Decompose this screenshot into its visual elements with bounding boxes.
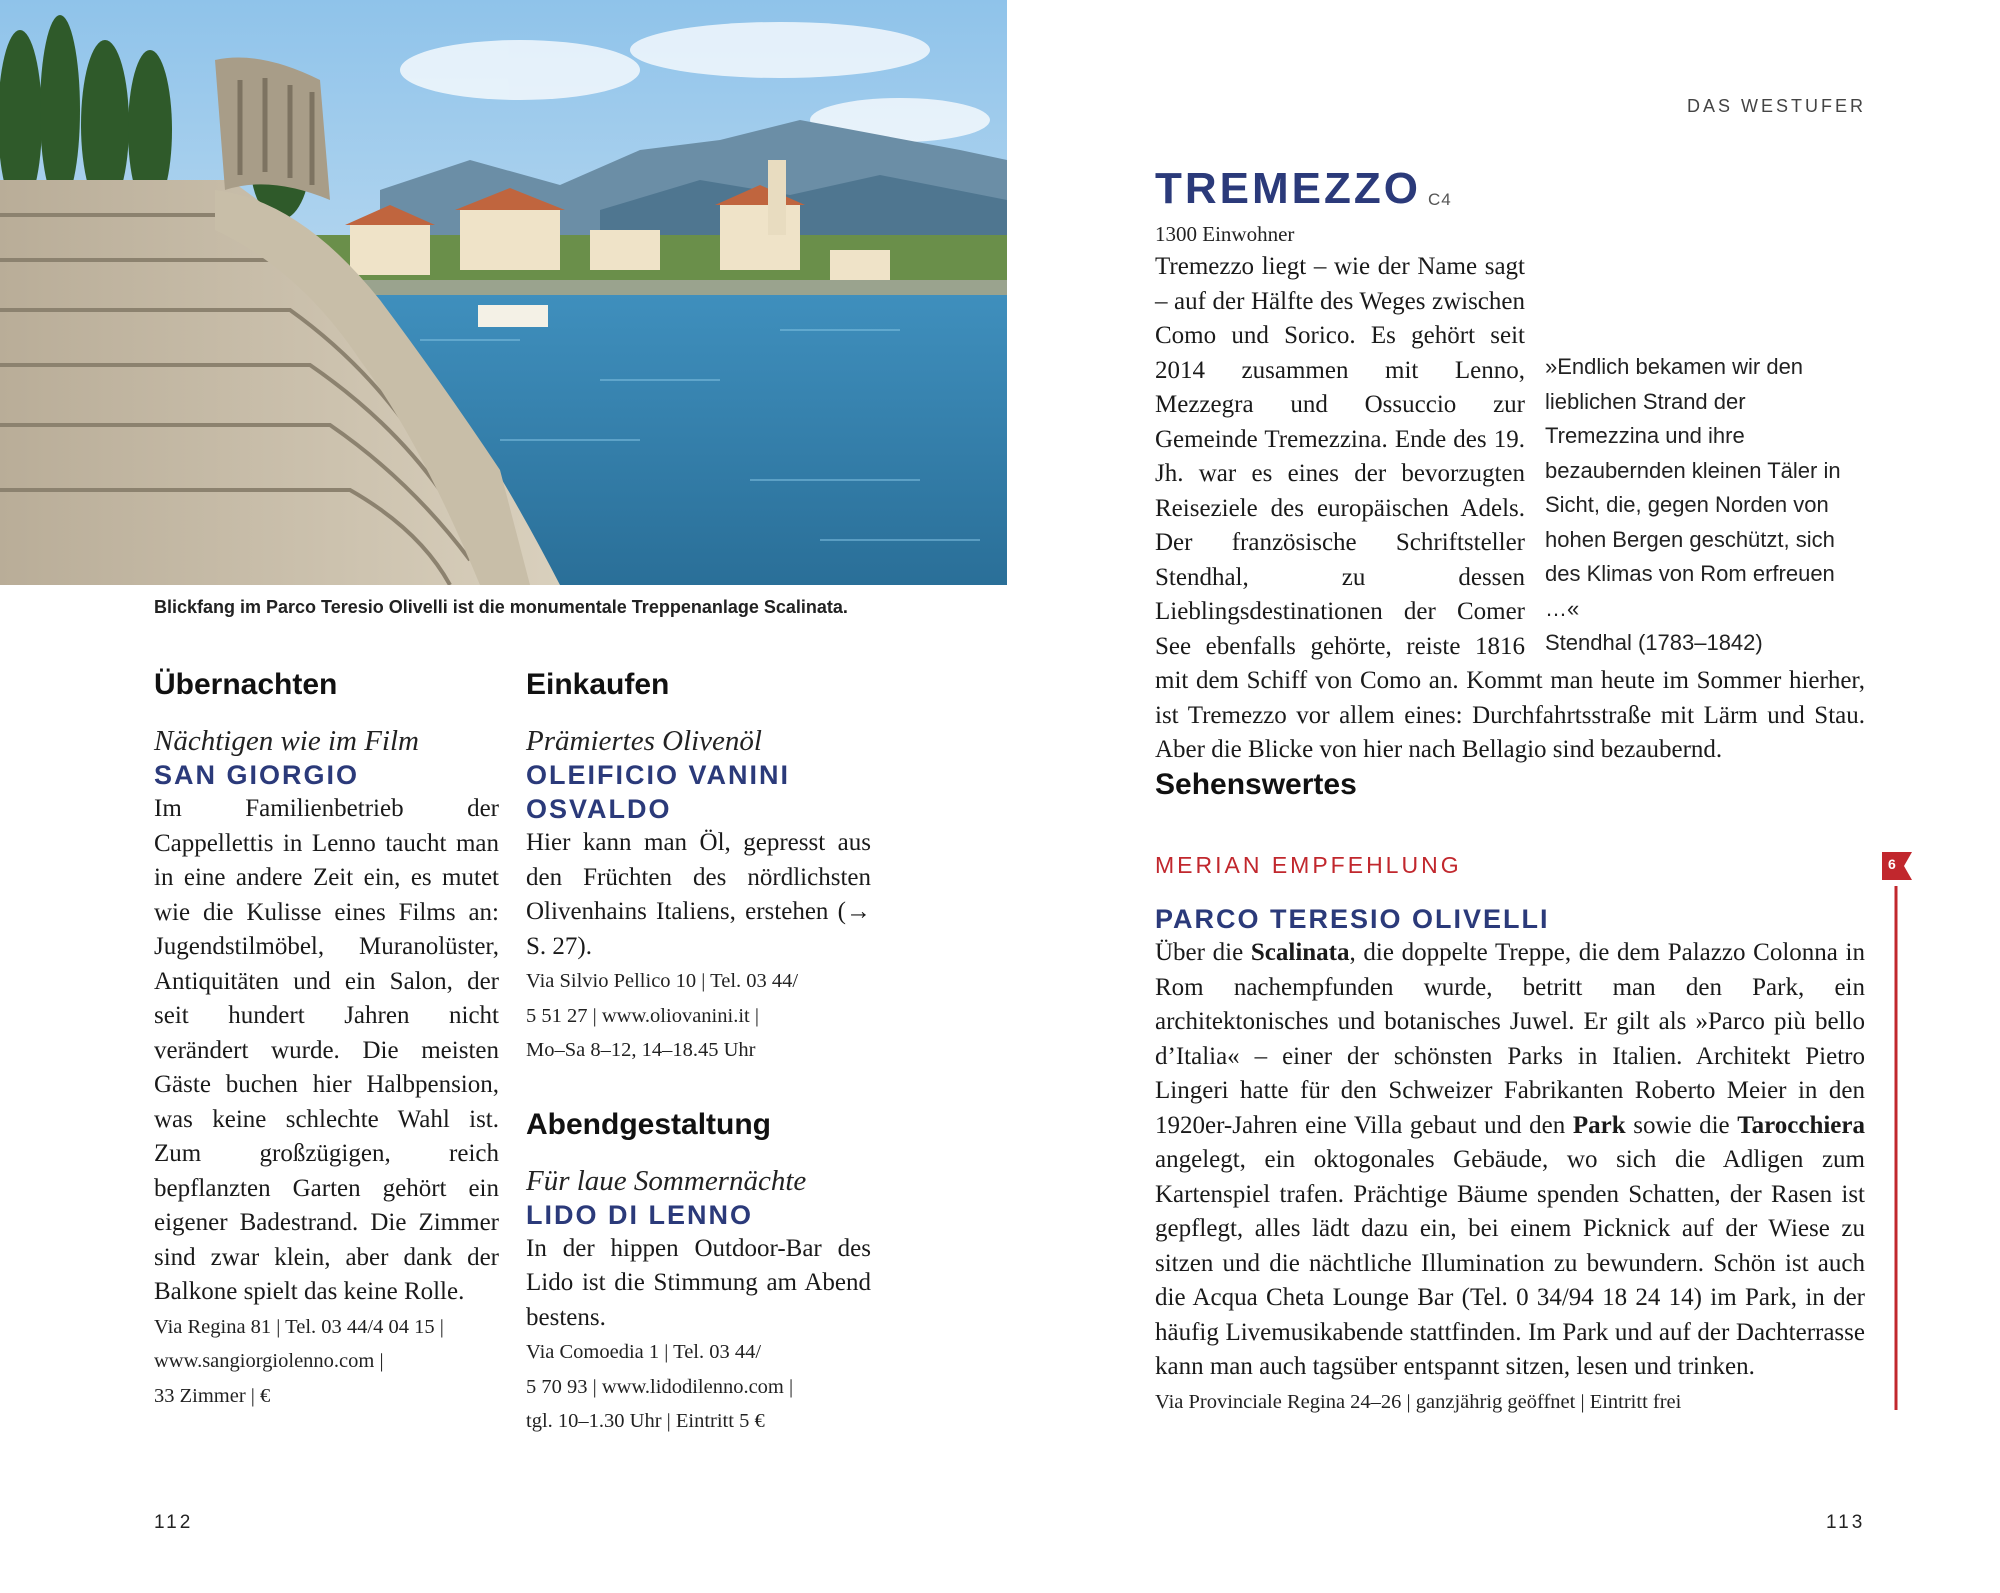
venue-name-oleificio-vanini-line2: OSVALDO	[526, 794, 672, 824]
entry-info	[526, 964, 871, 1068]
lake-como-staircase-image	[0, 0, 1007, 585]
venue-name-parco-teresio-olivelli: PARCO TERESIO OLIVELLI	[1155, 904, 1550, 934]
entry-description: Hier kann man Öl, gepresst aus den Früchten des nördlichsten Olivenhains Italiens, erstehen (→ S. 27).	[526, 829, 871, 960]
column-einkaufen	[526, 668, 871, 1439]
info-line: Via Silvio Pellico 10 | Tel. 03 44/	[526, 970, 799, 992]
quote-author: Stendhal (1783–1842)	[1545, 630, 1763, 655]
intro-text-block	[1155, 250, 1865, 768]
entry-tagline: Prämiertes Olivenöl	[526, 725, 762, 757]
entry-info	[526, 1335, 871, 1439]
entry-info	[154, 1310, 499, 1414]
section-heading-sehenswertes: Sehenswertes	[1155, 768, 1357, 801]
park-highlight-tarocchiera: Tarocchiera	[1737, 1111, 1865, 1139]
park-text: angelegt, ein oktogonales Gebäude, wo sich die Adligen zum Kartenspiel trafen. Prächtige Bäume spenden Schatten, der Rasen ist gepflegt, alles lädt dazu ein, bei einem Picknick auf der Wiese zu sitzen und die nächtliche Illumination zu bewundern. Schön ist auch die Acqua Cheta Lounge Bar (Tel. 0 34/94 18 24 14) im Park, in der häufig Livemusikabende stattfinden. Im Park und auf der Dachterrasse kann man auch tagsüber entspannt sitzen, lesen und trinken.	[1155, 1146, 1865, 1380]
info-line-website: 5 70 93 | www.lidodilenno.com |	[526, 1375, 794, 1398]
quote-text: »Endlich bekamen wir den lieblichen Strand der Tremezzina und ihre bezaubernden kleinen Täler in Sicht, die, gegen Norden von hohen Bergen geschützt, sich des Klimas von Rom erfreuen …«	[1545, 354, 1841, 621]
section-heading-abendgestaltung: Abendgestaltung	[526, 1107, 771, 1141]
intro-text: Tremezzo liegt – wie der Name sagt – auf der Hälfte des Weges zwischen Como und Sorico. Es gehört seit 2014 zusammen mit Lenno, Mezzegra und Ossuccio zur Gemeinde Tremezzina. Ende des 19. Jh. war es eines der bevorzugten Reiseziele des europäischen Adels. Der französische Schriftsteller Stendhal, zu dessen Lieblingsdestinationen der Comer See ebenfalls gehörte, reiste 1816 mit dem Schiff von Como an. Kommt man heute im Sommer hierher, ist Tremezzo vor allem eines: Durchfahrtsstraße mit Lärm und Stau. Aber die Blicke von hier nach Bellagio sind bezaubernd.	[1155, 253, 1865, 763]
park-highlight-scalinata: Scalinata	[1250, 939, 1350, 966]
park-info: Via Provinciale Regina 24–26 | ganzjährig geöffnet | Eintritt frei	[1155, 1390, 1682, 1413]
merian-recommendation-label: MERIAN EMPFEHLUNG	[1155, 852, 1462, 878]
park-entry	[1155, 902, 1865, 1419]
park-description	[1155, 936, 1865, 1385]
entry-tagline: Nächtigen wie im Film	[154, 725, 419, 757]
info-line: Via Comoedia 1 | Tel. 03 44/	[526, 1341, 762, 1363]
photo-caption: Blickfang im Parco Teresio Olivelli ist die monumentale Treppenanlage Scalinata.	[154, 597, 848, 617]
info-line: Mo–Sa 8–12, 14–18.45 Uhr	[526, 1039, 756, 1061]
park-text: Über die	[1155, 939, 1251, 966]
running-head: DAS WESTUFER	[1686, 96, 1866, 116]
info-line: tgl. 10–1.30 Uhr | Eintritt 5 €	[526, 1410, 765, 1432]
recommendation-flag	[1878, 850, 1914, 1410]
section-heading-einkaufen: Einkaufen	[526, 668, 670, 701]
place-title: TREMEZZO	[1155, 164, 1421, 213]
entry-description: Im Familienbetrieb der Cappellettis in Lenno taucht man in eine andere Zeit ein, es mutet wie die Kulisse eines Films an: Jugendstilmöbel, Muranolüster, Antiquitäten und ein Salon, der seit hundert Jahren nicht verändert wurde. Die meisten Gäste buchen hier Halbpension, was keine schlechte Wahl ist. Zum großzügigen, reich bepflanzten Garten gehört ein eigener Badestrand. Die Zimmer sind zwar klein, aber dank der Balkone spielt das keine Rolle.	[154, 795, 499, 1305]
venue-name-san-giorgio: SAN GIORGIO	[154, 760, 360, 790]
page-number-right: 113	[1826, 1512, 1866, 1533]
park-text: sowie die	[1625, 1111, 1738, 1139]
population: 1300 Einwohner	[1155, 222, 1295, 246]
venue-name-oleificio-vanini: OLEIFICIO VANINI	[526, 760, 791, 790]
entry-tagline: Für laue Sommernächte	[526, 1164, 807, 1197]
section-heading-uebernachten: Übernachten	[154, 668, 338, 701]
column-uebernachten	[154, 668, 499, 1413]
info-line: 33 Zimmer | €	[154, 1384, 271, 1407]
info-line-website: 5 51 27 | www.oliovanini.it |	[526, 1004, 759, 1027]
info-line-website: www.sangiorgiolenno.com |	[154, 1350, 384, 1372]
map-reference: C4	[1428, 190, 1452, 209]
recommendation-number: 6	[1888, 856, 1896, 872]
flag-icon	[1878, 850, 1914, 1410]
entry-description: In der hippen Outdoor-Bar des Lido ist die Stimmung am Abend bestens.	[526, 1234, 871, 1331]
page-number-left: 112	[154, 1512, 194, 1533]
park-text: , die doppelte Treppe, die dem Palazzo Colonna in Rom nachempfunden wurde, betritt man den Park, ein architektonisches und botanisches Juwel. Er gilt als »Parco più bello d’Italia« – einer der schönsten Parks in Italien. Architekt Pietro Lingeri hatte für den Schweizer Fabrikanten Roberto Meier in den 1920er-Jahren eine Villa gebaut und den	[1155, 939, 1865, 1139]
photo-scalinata	[0, 0, 1007, 585]
stendhal-quote	[1545, 250, 1865, 661]
info-line: Via Regina 81 | Tel. 03 44/4 04 15 |	[154, 1315, 444, 1338]
venue-name-lido-di-lenno: LIDO DI LENNO	[526, 1199, 753, 1230]
park-highlight-park: Park	[1572, 1111, 1626, 1139]
